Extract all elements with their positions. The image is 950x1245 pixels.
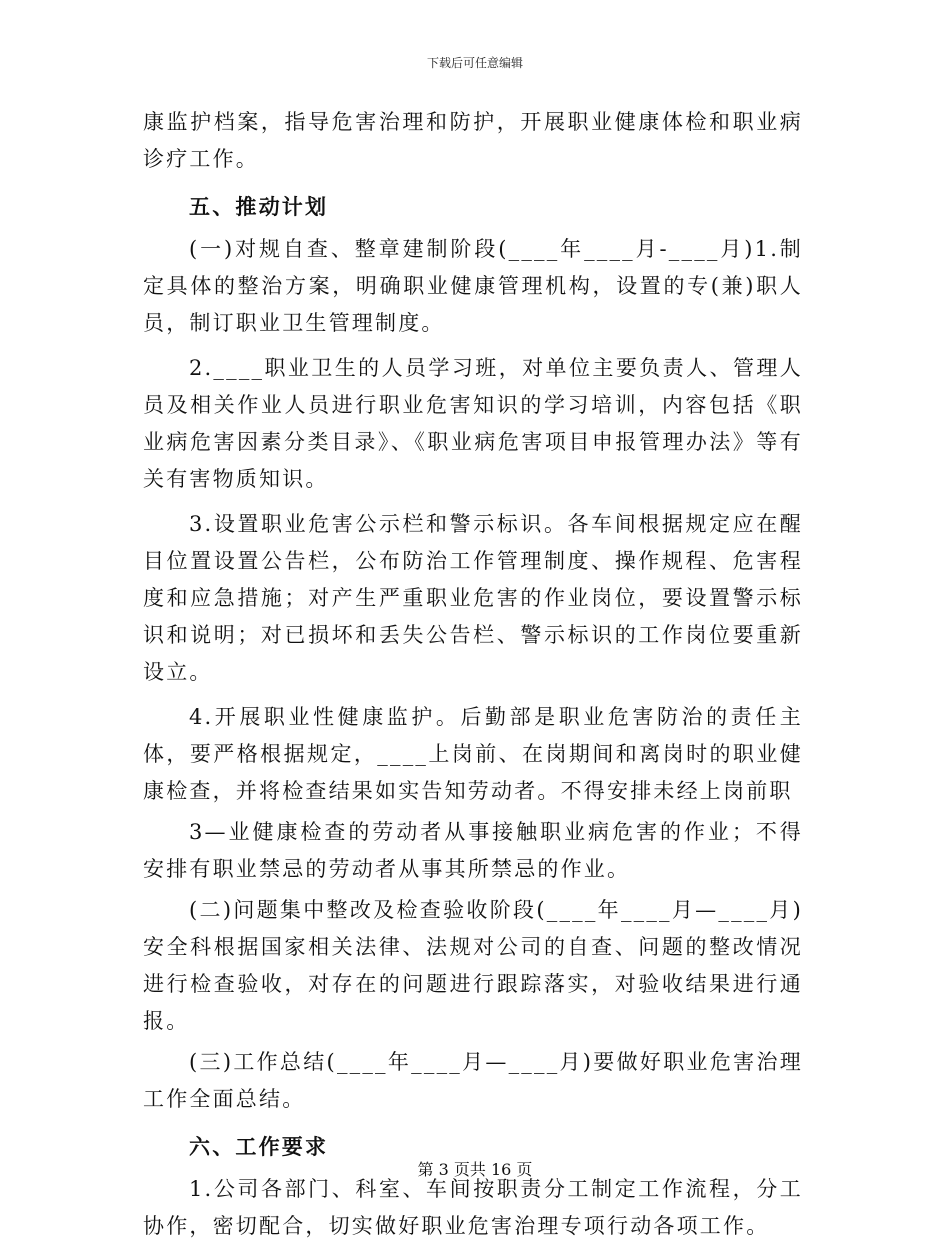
- paragraph-requirement-1: 1.公司各部门、科室、车间按职责分工制定工作流程，分工协作，密切配合，切实做好职业危害治理专项行动各项工作。: [143, 1177, 803, 1238]
- paragraph-item-4-continued: 3—业健康检查的劳动者从事接触职业病危害的作业；不得安排有职业禁忌的劳动者从事其所禁忌的作业。: [143, 820, 803, 881]
- paragraph-item-4: 4.开展职业性健康监护。后勤部是职业危害防治的责任主体，要严格根据规定，____上岗前、在岗期间和离岗时的职业健康检查，并将检查结果如实告知劳动者。不得安排未经上岗前职: [143, 705, 803, 803]
- section-heading-plan: 五、推动计划: [189, 194, 329, 219]
- paragraph-phase-one: (一)对规自查、整章建制阶段(____年____月-____月)1.制定具体的整治方案，明确职业健康管理机构，设置的专(兼)职人员，制订职业卫生管理制度。: [143, 237, 803, 335]
- paragraph-item-3: 3.设置职业危害公示栏和警示标识。各车间根据规定应在醒目位置设置公告栏，公布防治工作管理制度、操作规程、危害程度和应急措施；对产生严重职业危害的作业岗位，要设置警示标识和说明；对已损坏和丢失公告栏、警示标识的工作岗位要重新设立。: [143, 512, 803, 684]
- page-header-note: 下载后可任意编辑: [426, 56, 523, 70]
- paragraph-continuation: 康监护档案，指导危害治理和防护，开展职业健康体检和职业病诊疗工作。: [143, 110, 803, 171]
- page-footer: 第 3 页共 16 页: [417, 1160, 533, 1179]
- document-body: [143, 104, 803, 1245]
- paragraph-phase-two: (二)问题集中整改及检查验收阶段(____年____月—____月)安全科根据国家相关法律、法规对公司的自查、问题的整改情况进行检查验收，对存在的问题进行跟踪落实，对验收结果进行通报。: [143, 898, 803, 1033]
- paragraph-item-2: 2.____职业卫生的人员学习班，对单位主要负责人、管理人员及相关作业人员进行职业危害知识的学习培训，内容包括《职业病危害因素分类目录》、《职业病危害项目申报管理办法》等有关有害物质知识。: [143, 356, 803, 491]
- section-heading-requirements: 六、工作要求: [189, 1134, 329, 1159]
- paragraph-phase-three: (三)工作总结(____年____月—____月)要做好职业危害治理工作全面总结。: [143, 1050, 803, 1111]
